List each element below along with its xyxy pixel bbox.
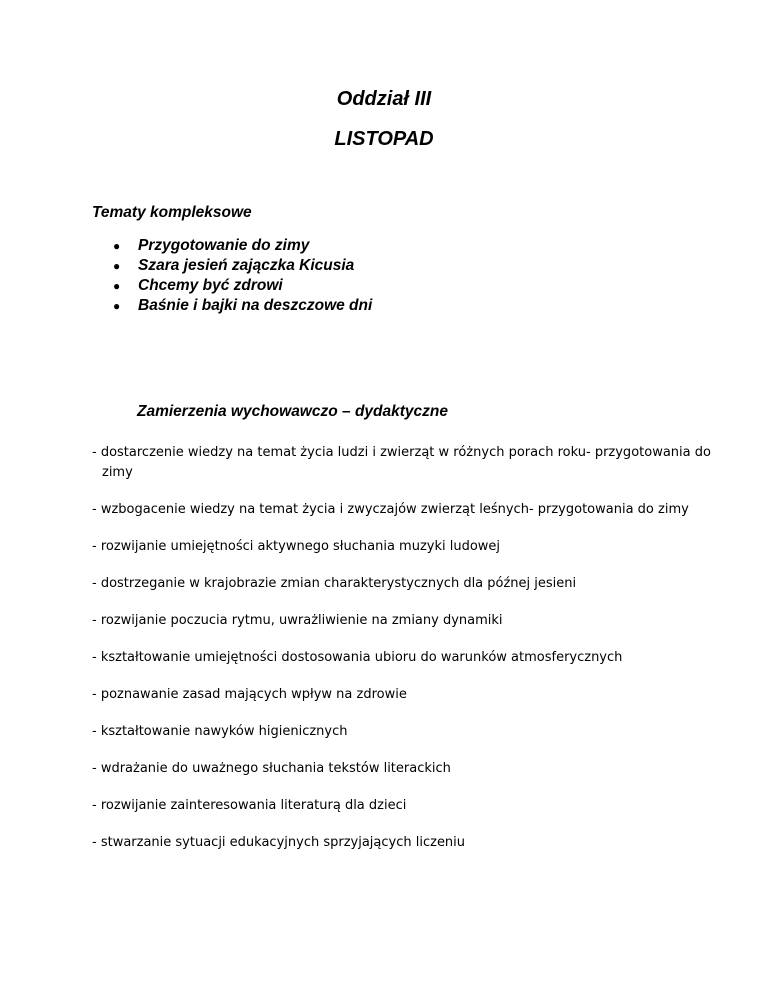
- bullet-icon: ●: [113, 239, 121, 253]
- goal-item: - poznawanie zasad mających wpływ na zdrowie: [92, 687, 407, 702]
- bullet-icon: ●: [113, 279, 121, 293]
- goal-item: - kształtowanie umiejętności dostosowania ubioru do warunków atmosferycznych: [92, 650, 623, 665]
- list-item: [113, 236, 372, 256]
- month-title: LISTOPAD: [334, 128, 434, 150]
- list-item: [113, 296, 372, 316]
- goal-item: - rozwijanie umiejętności aktywnego słuchania muzyki ludowej: [92, 539, 501, 554]
- page-title: Oddział III: [336, 88, 432, 110]
- topic-text: Chcemy być zdrowi: [138, 277, 283, 294]
- goal-item: - dostrzeganie w krajobrazie zmian charakterystycznych dla późnej jesieni: [92, 576, 577, 591]
- goal-item: - rozwijanie poczucia rytmu, uwrażliwienie na zmiany dynamiki: [92, 613, 503, 628]
- bullet-icon: ●: [113, 299, 121, 313]
- bullet-icon: ●: [113, 259, 121, 273]
- list-item: [113, 276, 372, 296]
- goal-item: - dostarczenie wiedzy na temat życia ludzi i zwierząt w różnych porach roku- przygotowania do zimy: [92, 445, 711, 480]
- topics-heading: Tematy kompleksowe: [92, 204, 252, 221]
- goals-list: [92, 443, 732, 870]
- goal-item: - kształtowanie nawyków higienicznych: [92, 724, 348, 739]
- topics-list: [113, 236, 372, 316]
- list-item: [113, 256, 372, 276]
- goal-item: - wdrażanie do uważnego słuchania tekstów literackich: [92, 761, 451, 776]
- goal-item: - wzbogacenie wiedzy na temat życia i zwyczajów zwierząt leśnych- przygotowania do zimy: [92, 502, 689, 517]
- goal-item: - rozwijanie zainteresowania literaturą dla dzieci: [92, 798, 407, 813]
- goals-heading: Zamierzenia wychowawczo – dydaktyczne: [137, 403, 448, 420]
- topic-text: Przygotowanie do zimy: [138, 237, 310, 254]
- topic-text: Baśnie i bajki na deszczowe dni: [138, 297, 373, 314]
- goal-item: - stwarzanie sytuacji edukacyjnych sprzyjających liczeniu: [92, 835, 466, 850]
- topic-text: Szara jesień zajączka Kicusia: [138, 257, 355, 274]
